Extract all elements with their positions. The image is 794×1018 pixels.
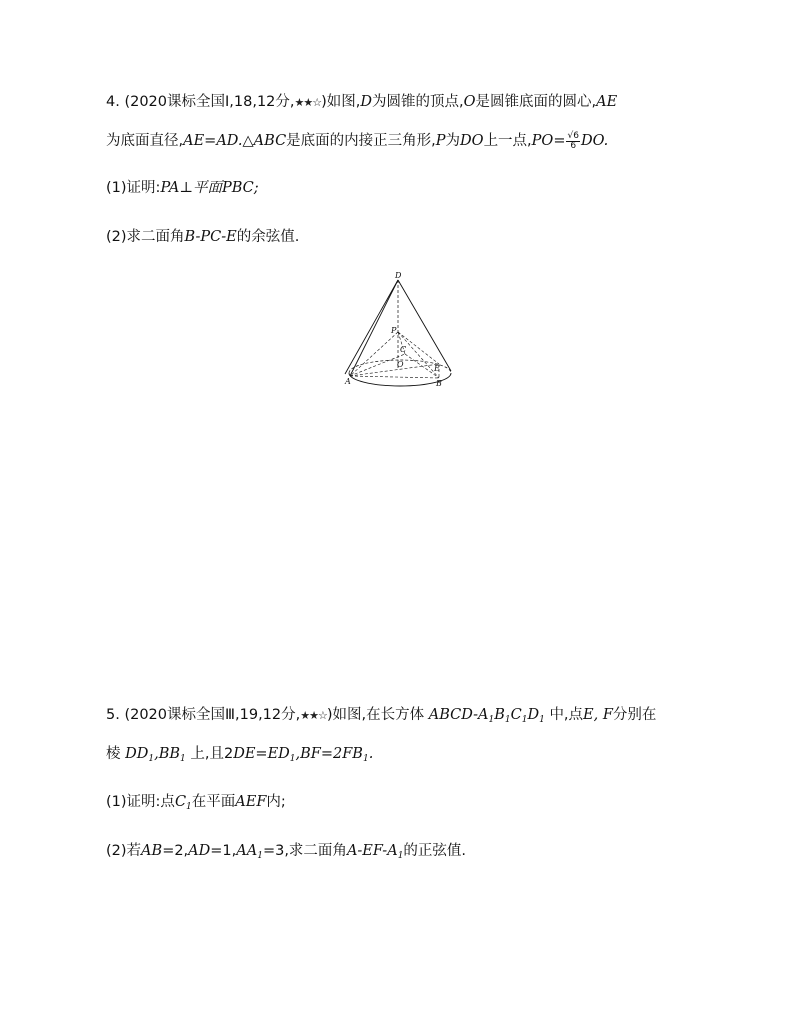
- problem-5-line-1: [106, 705, 656, 730]
- edge-DE: [398, 280, 451, 371]
- line-AB: [350, 376, 439, 378]
- math-var: AD: [188, 843, 211, 859]
- label-P: P: [391, 326, 397, 335]
- text: =3,求二面角: [262, 843, 347, 859]
- text: 为圆锥的顶点,: [372, 94, 464, 110]
- problem-4-part-1: [106, 178, 259, 198]
- text: =2,: [162, 843, 189, 859]
- text: 是圆锥底面的圆心,: [475, 94, 597, 110]
- line-PA: [350, 332, 398, 376]
- math-var: AB: [141, 843, 163, 859]
- cone-figure: [335, 268, 465, 394]
- label-B: B: [436, 379, 442, 388]
- triangle-symbol: △: [242, 133, 254, 149]
- math-var: E, F: [583, 707, 613, 723]
- math-expr: AE=AD.: [183, 133, 243, 149]
- problem-source: (2020课标全国Ⅰ,18,12分,: [124, 94, 295, 110]
- difficulty-stars-icon: ★★☆: [300, 709, 327, 722]
- fraction-denominator: 6: [570, 140, 577, 151]
- problem-4-part-2: [106, 227, 299, 247]
- problem-4-line-1: [106, 92, 617, 113]
- text: )如图,: [321, 94, 361, 110]
- text: 为底面直径,: [106, 133, 184, 149]
- text: (2)若: [106, 843, 142, 859]
- problem-4-line-2: [106, 131, 608, 151]
- text: 中,点: [549, 707, 584, 723]
- fraction: [566, 132, 579, 151]
- label-C: C: [400, 345, 407, 354]
- math-var: O: [463, 94, 476, 110]
- difficulty-stars-icon: ★★☆: [294, 96, 322, 109]
- math-expr: $DE=ED_1,BF=2FB_1$.: [233, 746, 374, 764]
- fraction-numerator: √6: [567, 130, 579, 141]
- math-var: AEF: [235, 794, 267, 810]
- math-var: D: [360, 94, 373, 110]
- math-expr: PA⊥平面: [160, 180, 222, 196]
- text: 分别在: [612, 707, 657, 723]
- text: (1)证明:点: [106, 794, 175, 810]
- text: 为: [445, 133, 461, 149]
- math-var: $AA_1$: [236, 843, 263, 861]
- math-var: AE: [596, 94, 618, 110]
- math-var: ABC: [253, 133, 287, 149]
- text: =1,: [210, 843, 237, 859]
- math-expr: PBC;: [221, 180, 259, 196]
- problem-5-part-2: [106, 841, 466, 866]
- text: 的正弦值.: [403, 843, 467, 859]
- problem-source: (2020课标全国Ⅲ,19,12分,: [124, 707, 301, 723]
- text: 上,且2: [190, 746, 234, 762]
- text: 是底面的内接正三角形,: [286, 133, 436, 149]
- text: 在平面: [191, 794, 236, 810]
- cone-diagram: [335, 268, 465, 394]
- text: 上一点,: [483, 133, 532, 149]
- line-AE: [350, 364, 439, 376]
- math-expr: $A-EF-A_1$: [346, 843, 404, 861]
- problem-5-line-2: [106, 744, 373, 769]
- text: )如图,在长方体: [326, 707, 425, 723]
- line-PB: [398, 332, 439, 378]
- math-expr: B-PC-E: [184, 229, 237, 245]
- math-var: DO.: [580, 133, 609, 149]
- problem-5-part-1: [106, 792, 286, 817]
- text: 内;: [266, 794, 286, 810]
- label-D: D: [395, 271, 402, 280]
- problem-number: 5.: [106, 707, 120, 723]
- label-O: O: [397, 360, 404, 369]
- box-name: ABCD-$A_1B_1C_1D_1$: [428, 707, 545, 725]
- text: 棱: [106, 746, 121, 762]
- math-expr: PO=: [531, 133, 566, 149]
- math-expr: $DD_1,BB_1$: [125, 746, 186, 764]
- label-A: A: [345, 377, 351, 386]
- problem-number: 4.: [106, 94, 120, 110]
- text: 的余弦值.: [236, 229, 300, 245]
- math-var: $C_1$: [174, 794, 192, 812]
- math-var: DO: [460, 133, 484, 149]
- math-var: P: [435, 133, 446, 149]
- text: (2)求二面角: [106, 229, 185, 245]
- text: (1)证明:: [106, 180, 161, 196]
- label-E: E: [434, 364, 440, 373]
